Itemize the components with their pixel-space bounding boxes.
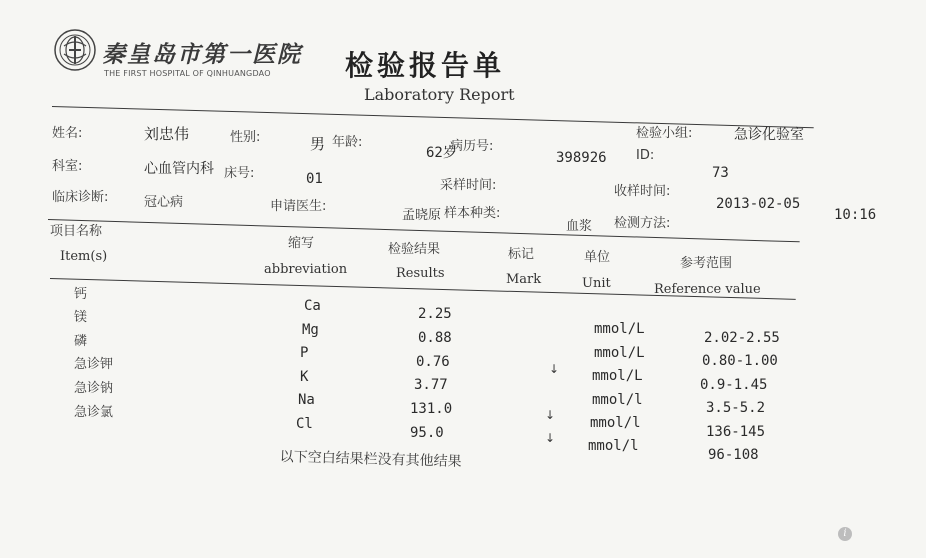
dept-label: 科室: (52, 159, 83, 174)
item-result: 3.77 (414, 377, 448, 393)
item-abbr: K (300, 369, 309, 385)
item-name: 钙 (74, 287, 88, 302)
item-result: 131.0 (410, 401, 453, 417)
item-result: 2.25 (418, 306, 452, 322)
sample-type: 血浆 (566, 219, 593, 234)
lab-id: 73 (712, 165, 729, 181)
report-subtitle: Laboratory Report (364, 85, 515, 104)
item-unit: mmol/L (592, 368, 643, 384)
item-unit: mmol/l (590, 415, 641, 431)
bed-number: 01 (306, 171, 323, 187)
low-mark-icon: ↓ (549, 362, 560, 376)
item-name: 镁 (74, 310, 88, 325)
id-label: ID: (636, 148, 655, 163)
col-item-en: Item(s) (60, 249, 108, 264)
patient-name: 刘忠伟 (144, 125, 190, 143)
department: 心血管内科 (144, 161, 214, 177)
col-item-cn: 项目名称 (50, 224, 103, 239)
age-label: 年龄: (332, 135, 363, 150)
item-reference: 136-145 (706, 424, 766, 440)
item-reference: 96-108 (708, 447, 759, 463)
footer-note: 以下空白结果栏没有其他结果 (279, 448, 462, 471)
item-name: 急诊钠 (74, 381, 114, 396)
sex-label: 性别: (230, 130, 261, 145)
diagnosis: 冠心病 (144, 195, 184, 210)
item-name: 磷 (74, 334, 88, 349)
patient-sex: 男 (310, 135, 326, 153)
receive-time-label: 收样时间: (614, 184, 671, 199)
item-abbr: Mg (302, 322, 319, 338)
low-mark-icon: ↓ (545, 431, 556, 445)
item-abbr: P (300, 345, 309, 361)
col-ref-en: Reference value (654, 282, 761, 297)
diagnosis-label: 临床诊断: (52, 190, 109, 205)
bed-label: 床号: (224, 166, 255, 181)
hospital-name: 秦皇岛市第一医院 (102, 41, 302, 68)
item-unit: mmol/L (594, 345, 645, 361)
col-result-en: Results (396, 266, 445, 281)
doctor-name: 孟晓原 (402, 208, 442, 223)
item-result: 95.0 (410, 425, 444, 441)
col-mark-cn: 标记 (508, 247, 535, 262)
group-label: 检验小组: (636, 126, 693, 141)
item-result: 0.88 (418, 330, 452, 346)
receive-clock: 10:16 (834, 207, 877, 223)
method-label: 检测方法: (614, 216, 671, 231)
item-result: 0.76 (416, 354, 450, 370)
item-reference: 0.80-1.00 (702, 353, 778, 369)
doctor-label: 申请医生: (270, 199, 327, 214)
col-ref-cn: 参考范围 (680, 256, 733, 271)
item-abbr: Na (298, 392, 315, 408)
item-reference: 2.02-2.55 (704, 330, 780, 346)
item-abbr: Cl (296, 416, 313, 432)
item-name: 急诊钾 (74, 357, 114, 372)
item-abbr: Ca (304, 298, 321, 314)
patient-age: 62岁 (426, 145, 457, 161)
col-result-cn: 检验结果 (388, 242, 441, 257)
col-mark-en: Mark (506, 272, 542, 287)
sample-time-label: 采样时间: (440, 178, 497, 193)
record-label: 病历号: (450, 139, 494, 154)
sample-type-label: 样本种类: (444, 206, 501, 221)
col-unit-cn: 单位 (584, 250, 611, 265)
hospital-name-en: THE FIRST HOSPITAL OF QINHUANGDAO (104, 69, 271, 78)
lab-group: 急诊化验室 (734, 127, 804, 143)
col-abbr-en: abbreviation (264, 262, 348, 277)
item-unit: mmol/l (588, 438, 639, 454)
name-label: 姓名: (52, 126, 83, 141)
report-title: 检验报告单 (345, 49, 506, 82)
low-mark-icon: ↓ (545, 408, 556, 422)
item-name: 急诊氯 (74, 405, 114, 420)
receive-date: 2013-02-05 (716, 196, 801, 212)
record-number: 398926 (556, 150, 607, 166)
item-unit: mmol/L (594, 321, 645, 337)
hospital-emblem-icon (52, 28, 98, 72)
item-reference: 0.9-1.45 (700, 377, 768, 393)
col-unit-en: Unit (582, 276, 611, 291)
hospital-logo (52, 28, 98, 72)
item-unit: mmol/l (592, 392, 643, 408)
item-reference: 3.5-5.2 (706, 400, 766, 416)
col-abbr-cn: 缩写 (288, 236, 315, 251)
info-icon: i (838, 527, 852, 541)
